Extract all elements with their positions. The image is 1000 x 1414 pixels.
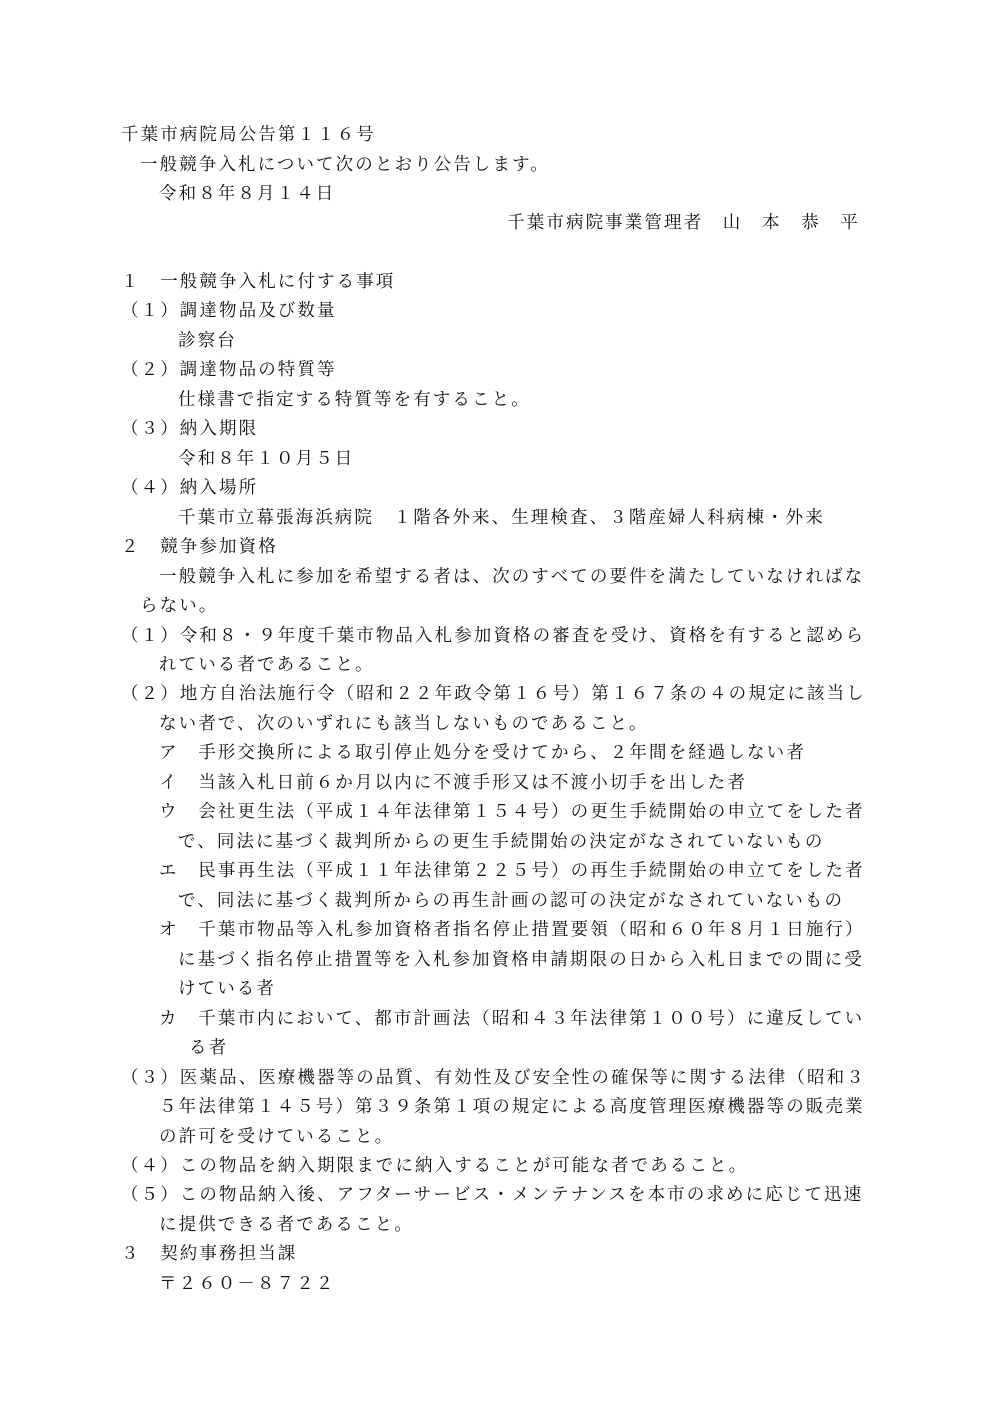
notice-number: 千葉市病院局公告第１１６号 <box>121 125 376 145</box>
subitem: ア 手形交換所による取引停止処分を受けてから、２年間を経過しない者 <box>159 743 806 763</box>
notice-issuer: 千葉市病院事業管理者 山 本 恭 平 <box>507 213 860 233</box>
item-body: 仕様書で指定する特質等を有すること。 <box>178 390 531 410</box>
postal-code: 〒２６０－８７２２ <box>159 1274 336 1294</box>
item-body: 令和８年１０月５日 <box>178 449 355 469</box>
item-heading: （３）納入期限 <box>121 419 259 439</box>
subitem: オ 千葉市物品等入札参加資格者指名停止措置要領（昭和６０年８月１日施行） <box>159 920 865 940</box>
subitem-continuation: に基づく指名停止措置等を入札参加資格申請期限の日から入札日までの間に受 <box>178 950 864 970</box>
item-continuation: に提供できる者であること。 <box>159 1215 414 1235</box>
section-heading: ３ 契約事務担当課 <box>121 1244 298 1264</box>
item-heading: （３）医薬品、医療機器等の品質、有効性及び安全性の確保等に関する法律（昭和３ <box>121 1068 866 1088</box>
subitem-continuation: で、同法に基づく裁判所からの更生手続開始の決定がなされていないもの <box>178 832 825 852</box>
section-heading: ２ 競争参加資格 <box>121 537 278 557</box>
notice-intro: 一般競争入札について次のとおり公告します。 <box>140 155 550 175</box>
item-heading: （４）納入場所 <box>121 478 259 498</box>
item-heading: （４）この物品を納入期限までに納入することが可能な者であること。 <box>121 1156 749 1176</box>
paragraph-line: らない。 <box>140 596 219 616</box>
item-continuation: ない者で、次のいずれにも該当しないものであること。 <box>159 714 649 734</box>
item-heading: （２）調達物品の特質等 <box>121 360 337 380</box>
item-body: 診察台 <box>178 331 237 351</box>
subitem-continuation: けている者 <box>178 979 276 999</box>
item-heading: （５）この物品納入後、アフターサービス・メンテナンスを本市の求めに応じて迅速 <box>121 1185 864 1205</box>
item-continuation: ５年法律第１４５号）第３９条第１項の規定による高度管理医療機器等の販売業 <box>159 1097 865 1117</box>
notice-date: 令和８年８月１４日 <box>159 184 336 204</box>
subitem: ウ 会社更生法（平成１４年法律第１５４号）の更生手続開始の申立てをした者 <box>159 802 865 822</box>
subitem: カ 千葉市内において、都市計画法（昭和４３年法律第１００号）に違反してい <box>159 1009 865 1029</box>
subitem: イ 当該入札日前６か月以内に不渡手形又は不渡小切手を出した者 <box>159 773 747 793</box>
subitem: エ 民事再生法（平成１１年法律第２２５号）の再生手続開始の申立てをした者 <box>159 861 865 881</box>
item-heading: （２）地方自治法施行令（昭和２２年政令第１６号）第１６７条の４の規定に該当し <box>121 684 866 704</box>
item-heading: （１）調達物品及び数量 <box>121 301 337 321</box>
item-body: 千葉市立幕張海浜病院 １階各外来、生理検査、３階産婦人科病棟・外来 <box>178 508 825 528</box>
subitem-continuation: で、同法に基づく裁判所からの再生計画の認可の決定がなされていないもの <box>178 891 845 911</box>
subitem-continuation: る者 <box>189 1038 229 1058</box>
item-heading: （１）令和８・９年度千葉市物品入札参加資格の審査を受け、資格を有すると認めら <box>121 626 866 646</box>
paragraph-line: 一般競争入札に参加を希望する者は、次のすべての要件を満たしていなければな <box>159 567 865 587</box>
section-heading: １ 一般競争入札に付する事項 <box>121 272 396 292</box>
item-continuation: れている者であること。 <box>159 655 375 675</box>
item-continuation: の許可を受けていること。 <box>159 1127 395 1147</box>
